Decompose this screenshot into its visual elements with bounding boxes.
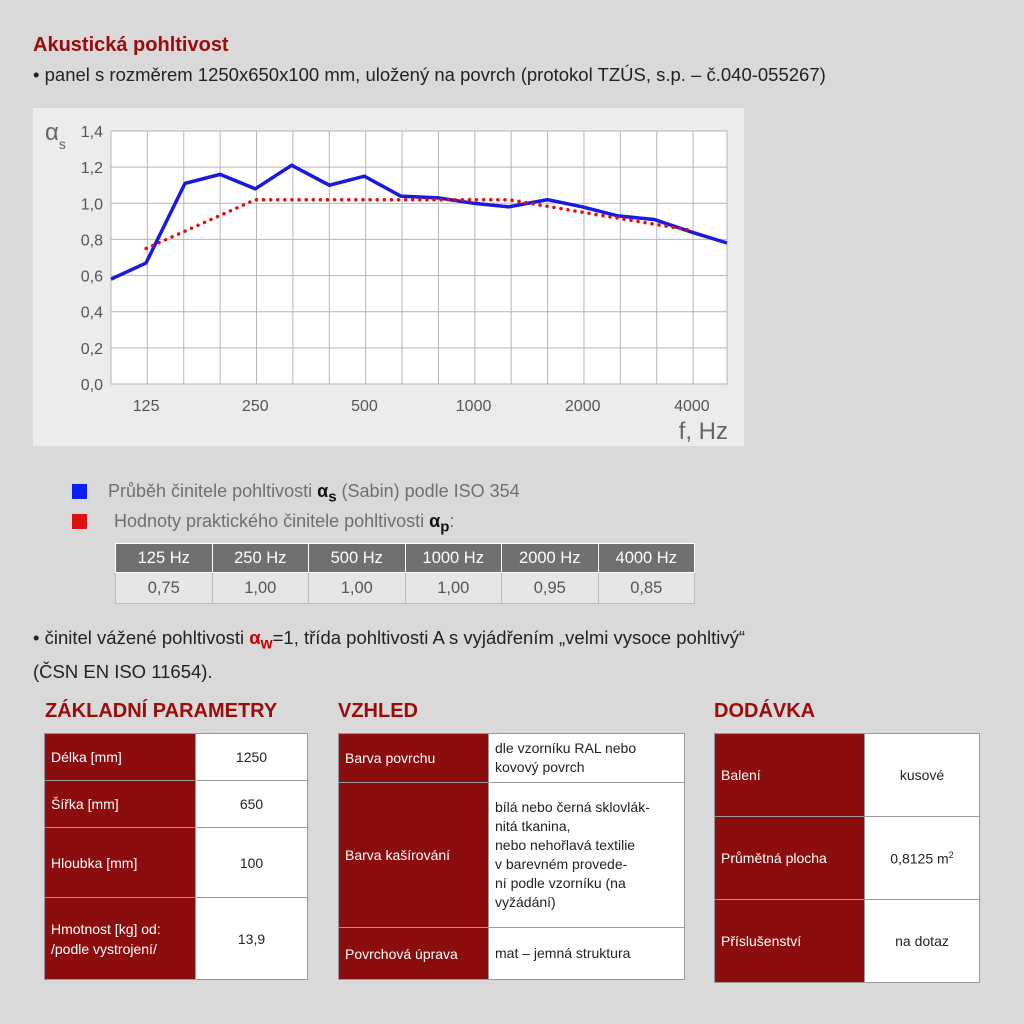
y-tick-label: 1,4 <box>80 124 103 141</box>
y-tick-label: 0,2 <box>80 340 103 358</box>
table-row <box>45 898 308 980</box>
param-value: bílá nebo černá sklovlák- nitá tkanina, nebo nehořlavá textilie v barevném provede- ní podle vzorníku (na vyžádání) <box>489 783 685 928</box>
param-value: mat – jemná struktura <box>489 928 685 980</box>
alpha-p-header: 500 Hz <box>309 544 406 573</box>
y-tick-label: 0,8 <box>80 232 103 250</box>
y-tick-label: 0,0 <box>80 377 103 394</box>
param-key: Příslušenství <box>715 900 865 983</box>
y-tick-labels <box>81 124 103 394</box>
param-key: Šířka [mm] <box>45 781 196 828</box>
param-key: Barva povrchu <box>339 734 489 783</box>
param-value: 13,9 <box>196 898 308 980</box>
x-tick-label: 250 <box>241 398 269 415</box>
alpha-p-value: 0,85 <box>598 573 695 604</box>
x-tick-label: 1000 <box>455 398 492 415</box>
param-value: na dotaz <box>865 900 980 983</box>
page-title: Akustická pohltivost <box>33 34 229 56</box>
absorption-chart-svg <box>33 108 744 446</box>
table-row <box>715 734 980 817</box>
legend-label-alpha-s: Průběh činitele pohltivosti $\alpha_s$ (Sabin) podle ISO 354 <box>108 481 520 506</box>
param-key: Hloubka [mm] <box>45 828 196 898</box>
alpha-p-value: 0,95 <box>502 573 599 604</box>
legend-swatch-red <box>72 514 87 529</box>
x-axis-label: f, Hz <box>678 418 728 445</box>
section-title-look: VZHLED <box>338 700 418 722</box>
param-value: 0,8125 $m^2$ <box>865 817 980 900</box>
alpha-p-value: 1,00 <box>309 573 406 604</box>
legend-swatch-blue <box>72 484 87 499</box>
param-value: 650 <box>196 781 308 828</box>
param-key: Průmětná plocha <box>715 817 865 900</box>
table-row <box>45 828 308 898</box>
param-key: Balení <box>715 734 865 817</box>
x-tick-labels <box>133 398 710 415</box>
y-axis-label: $\alpha_s$ <box>45 119 66 152</box>
alpha-p-header: 2000 Hz <box>502 544 599 573</box>
legend-label-alpha-p: Hodnoty praktického činitele pohltivosti $\alpha_p$: <box>114 511 455 536</box>
y-tick-label: 0,4 <box>80 304 103 322</box>
x-tick-label: 2000 <box>564 398 601 415</box>
alpha-p-header: 4000 Hz <box>598 544 695 573</box>
table-row <box>45 781 308 828</box>
param-value: dle vzorníku RAL nebo kovový povrch <box>489 734 685 783</box>
param-value: 1250 <box>196 734 308 781</box>
table-row <box>715 900 980 983</box>
x-tick-label: 4000 <box>674 398 710 415</box>
alpha-p-value: 0,75 <box>116 573 213 604</box>
y-tick-label: 1,2 <box>80 160 103 178</box>
alpha-p-header-row <box>116 544 695 573</box>
param-key: Délka [mm] <box>45 734 196 781</box>
alpha-p-header: 125 Hz <box>116 544 213 573</box>
look-params-table <box>338 733 685 980</box>
param-value: 100 <box>196 828 308 898</box>
plot-area <box>111 131 727 384</box>
alpha-p-value-row <box>116 573 695 604</box>
alpha-p-value: 1,00 <box>212 573 309 604</box>
alpha-p-header: 250 Hz <box>212 544 309 573</box>
chart-grid <box>111 131 727 384</box>
section-title-delivery: DODÁVKA <box>714 700 816 722</box>
table-row <box>339 734 685 783</box>
param-key: Barva kašírování <box>339 783 489 928</box>
table-row <box>715 817 980 900</box>
delivery-params-table <box>714 733 980 983</box>
x-tick-label: 125 <box>132 398 160 415</box>
x-tick-label: 500 <box>351 398 378 415</box>
param-key: Hmotnost [kg] od: /podle vystrojení/ <box>45 898 196 980</box>
param-value: kusové <box>865 734 980 817</box>
absorption-chart <box>33 108 744 446</box>
alpha-p-value: 1,00 <box>405 573 502 604</box>
panel-description: • panel s rozměrem 1250x650x100 mm, uložený na povrch (protokol TZÚS, s.p. – č.040-055267) <box>33 64 826 85</box>
alpha-p-table <box>115 543 695 604</box>
y-tick-label: 1,0 <box>80 196 103 214</box>
param-key: Povrchová úprava <box>339 928 489 980</box>
table-row <box>339 928 685 980</box>
section-title-basic: ZÁKLADNÍ PARAMETRY <box>45 700 278 722</box>
alpha-p-header: 1000 Hz <box>405 544 502 573</box>
weighted-absorption-note: • činitel vážené pohltivosti $\alpha_w=1$, třída pohltivosti A s vyjádřením „velmi vysoce pohltivý“ (ČSN EN ISO 11654). <box>33 627 746 682</box>
basic-params-table <box>44 733 308 980</box>
y-tick-label: 0,6 <box>80 268 103 286</box>
table-row <box>45 734 308 781</box>
table-row <box>339 783 685 928</box>
